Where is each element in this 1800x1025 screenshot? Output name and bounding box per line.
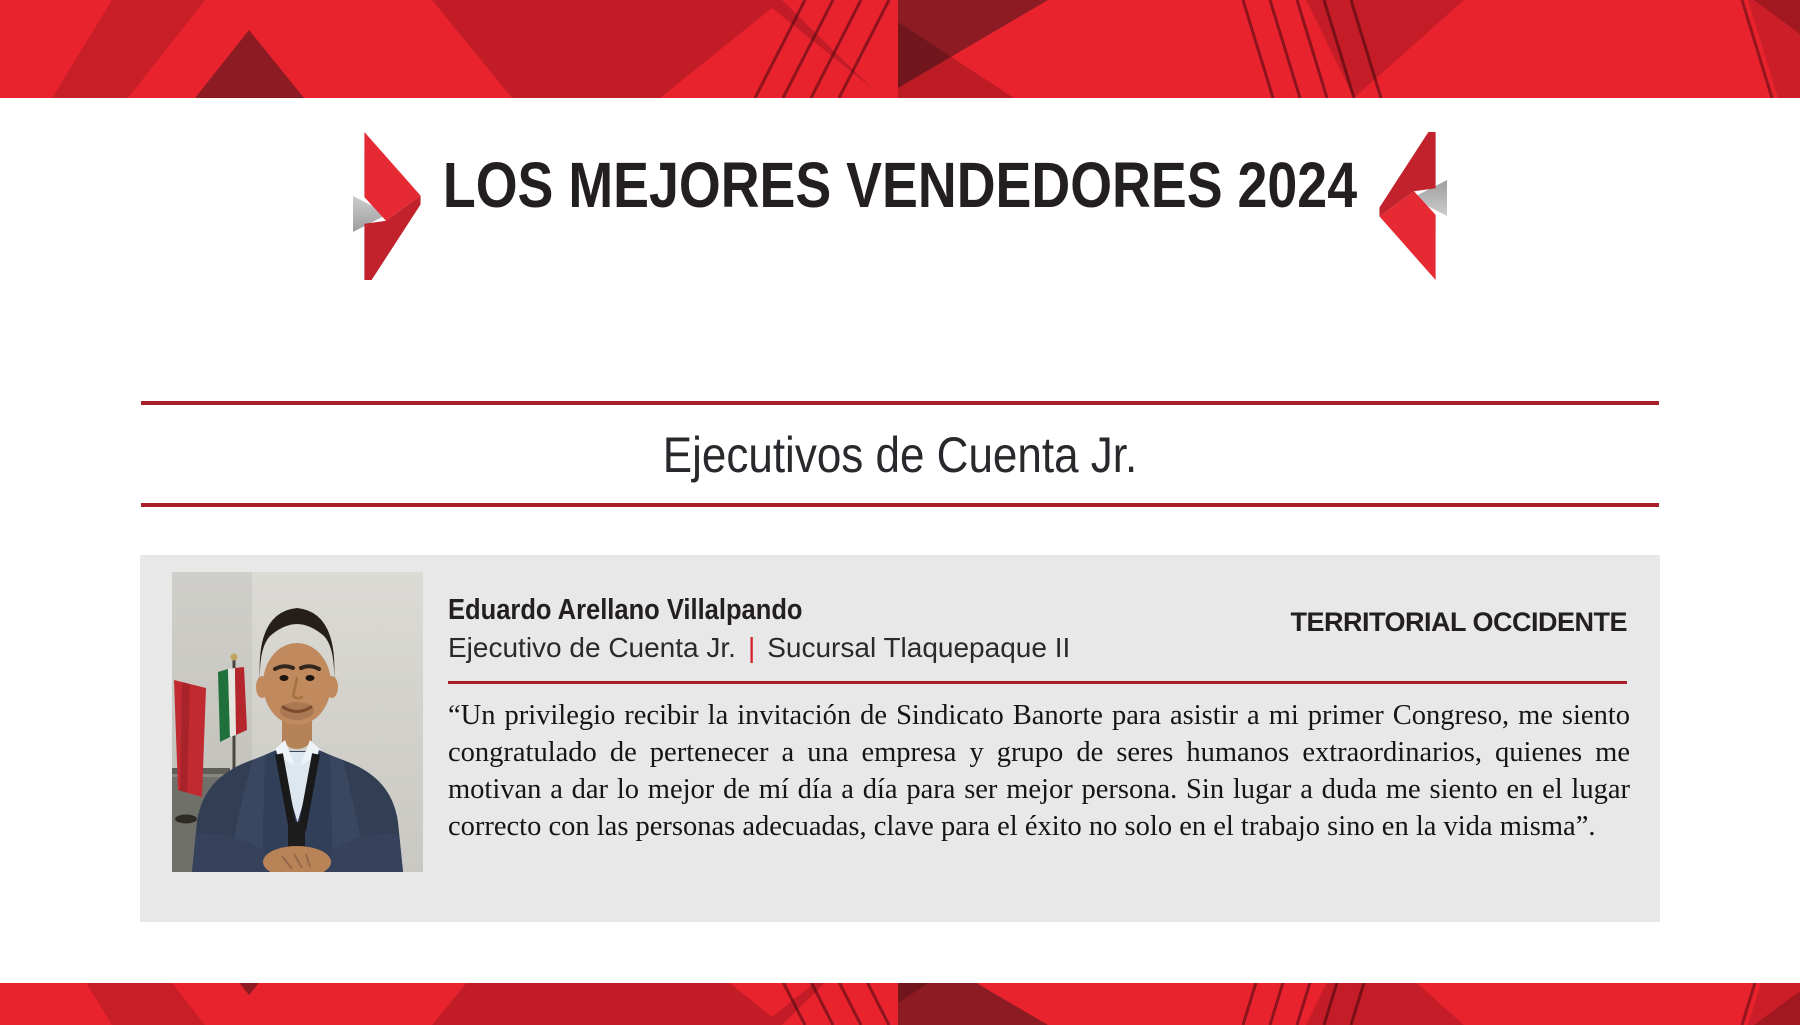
divider-line-top xyxy=(141,401,1659,405)
profile-name: Eduardo Arellano Villalpando xyxy=(448,594,803,626)
quote-text: “Un privilegio recibir la invitación de Sindicato Banorte para asistir a mi primer Congreso, me siento congratulado de pertenecer a una empresa y grupo de seres humanos extraordinarios, quienes me motivan a dar lo mejor de mí día a día para ser mejor persona. Sin lugar a duda me siento en el lugar correcto con las personas adecuadas, clave para el éxito no solo en el trabajo sino en la vida misma”. xyxy=(448,700,1630,842)
page-title: LOS MEJORES VENDEDORES 2024 xyxy=(442,149,1358,221)
section-heading: Ejecutivos de Cuenta Jr. xyxy=(662,427,1138,483)
red-chevron-left-icon xyxy=(1378,132,1450,280)
divider-line-bottom xyxy=(141,503,1659,507)
bottom-banner-decoration xyxy=(0,983,1800,1025)
profile-branch: Sucursal Tlaquepaque II xyxy=(767,632,1071,663)
profile-photo xyxy=(172,572,423,872)
territory-label: TERRITORIAL OCCIDENTE xyxy=(1290,607,1627,637)
profile-card xyxy=(140,555,1660,922)
banner-art-icon xyxy=(0,0,1800,98)
card-divider-line xyxy=(448,681,1627,684)
separator-pipe: | xyxy=(747,632,756,663)
top-banner-decoration xyxy=(0,0,1800,98)
profile-role: Ejecutivo de Cuenta Jr. xyxy=(448,632,736,663)
banner-art-mirror-icon xyxy=(0,983,1800,1025)
profile-info xyxy=(448,595,1627,663)
